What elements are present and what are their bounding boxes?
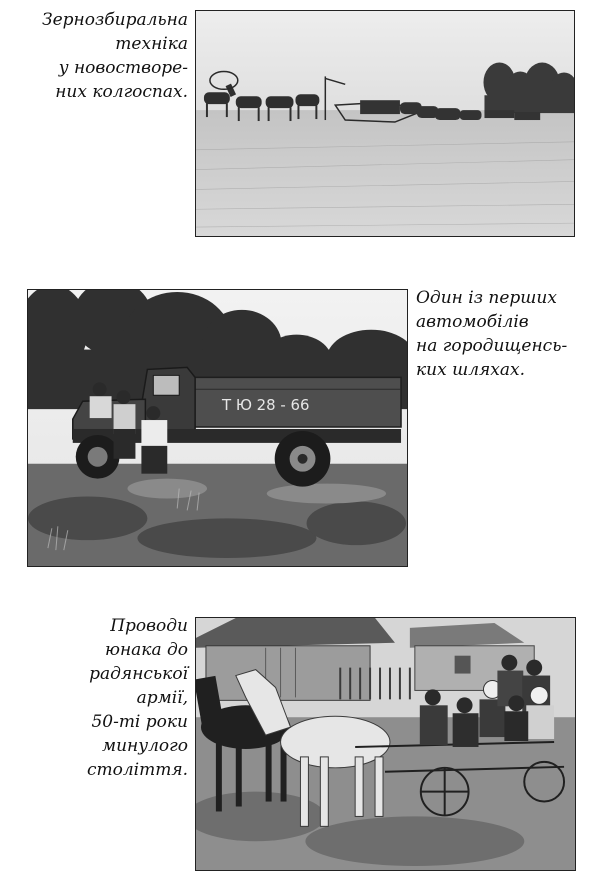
- caption-line: радянської: [89, 664, 188, 684]
- caption-line: Один із перших: [416, 288, 557, 308]
- caption-line: століття.: [86, 760, 188, 780]
- photo-first-truck: [27, 289, 408, 567]
- caption-line: минулого: [102, 736, 188, 756]
- caption-line: Проводи: [110, 616, 188, 636]
- caption-line: автомобілів: [416, 312, 529, 332]
- truck-plate: Т Ю 28 - 66: [221, 396, 310, 415]
- caption-harvest: [0, 8, 188, 104]
- caption-truck: [416, 286, 600, 382]
- caption-line: у новостворе-: [58, 58, 188, 78]
- caption-line: юнака до: [105, 640, 188, 660]
- caption-army-farewell: [0, 614, 188, 782]
- photo-harvest-machinery: [195, 10, 575, 237]
- caption-line: армії,: [136, 688, 188, 708]
- farewell-scene: [196, 618, 575, 870]
- caption-line: на городищенсь-: [416, 336, 568, 356]
- caption-line: них колгоспах.: [55, 82, 188, 102]
- harvest-scene: [196, 11, 574, 236]
- caption-line: Зернозбиральна: [42, 10, 188, 30]
- caption-line: техніка: [115, 34, 188, 54]
- caption-line: 50-ті роки: [91, 712, 188, 732]
- photo-army-farewell: [195, 617, 576, 871]
- truck-scene: [28, 290, 407, 566]
- caption-line: ких шляхах.: [416, 360, 525, 380]
